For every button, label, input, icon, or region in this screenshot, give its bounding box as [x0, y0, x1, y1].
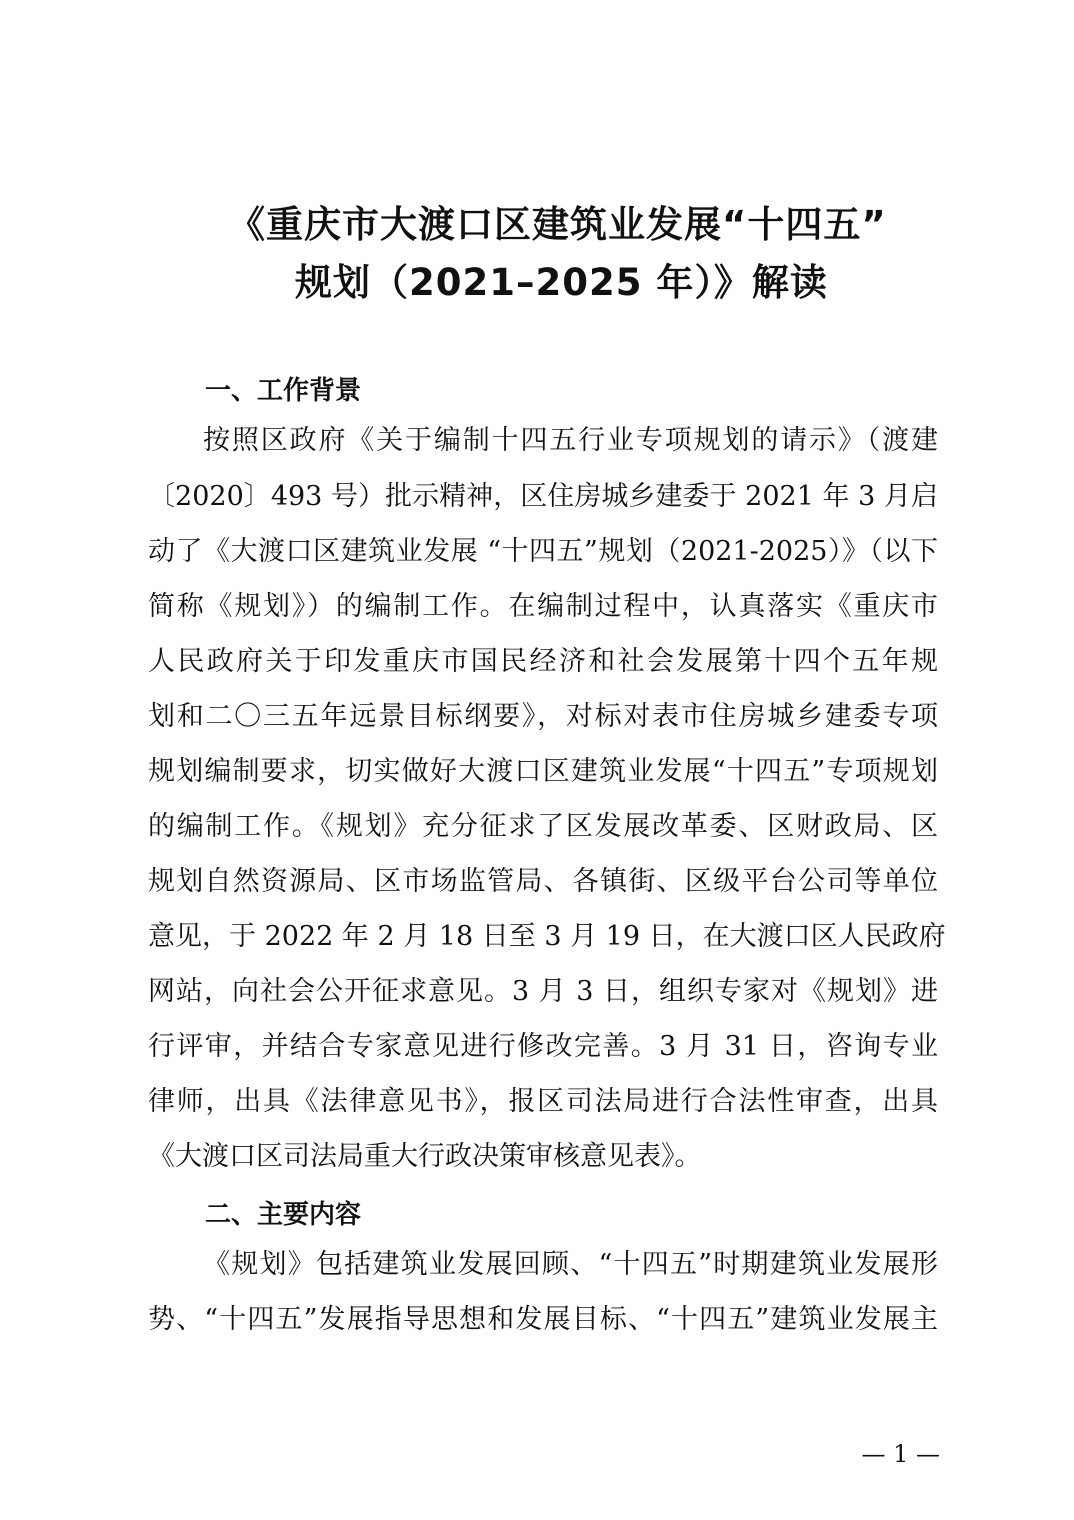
section-1-line-5: 人民政府关于印发重庆市国民经济和社会发展第十四个五年规	[148, 646, 938, 677]
section-2-line-1: 《规划》包括建筑业发展回顾、“十四五”时期建筑业发展形	[203, 1249, 938, 1280]
section-1-line-13: 律师，出具《法律意见书》，报区司法局进行合法性审查，出具	[148, 1086, 938, 1117]
section-1-heading: 一、工作背景	[205, 376, 362, 406]
section-2-heading: 二、主要内容	[205, 1200, 362, 1230]
section-1-line-12: 行评审，并结合专家意见进行修改完善。3 月 31 日，咨询专业	[148, 1031, 938, 1062]
document-title-line-1: 《重庆市大渡口区建筑业发展“十四五”	[228, 203, 887, 246]
section-1-line-11: 网站，向社会公开征求意见。3 月 3 日，组织专家对《规划》进	[148, 976, 938, 1007]
section-1-line-4: 简称《规划》）的编制工作。在编制过程中，认真落实《重庆市	[148, 591, 938, 622]
document-title-line-2: 规划（2021–2025 年）》解读	[295, 261, 828, 304]
section-1-line-9: 规划自然资源局、区市场监管局、各镇街、区级平台公司等单位	[148, 866, 938, 897]
section-2-line-2: 势、“十四五”发展指导思想和发展目标、“十四五”建筑业发展主	[148, 1304, 938, 1335]
section-1-line-14: 《大渡口区司法局重大行政决策审核意见表》。	[148, 1141, 702, 1172]
section-1-line-3: 动了《大渡口区建筑业发展 “十四五”规划（2021-2025）》（以下	[148, 536, 938, 567]
section-1-line-10: 意见，于 2022 年 2 月 18 日至 3 月 19 日，在大渡口区人民政府	[148, 921, 946, 952]
section-1-line-7: 规划编制要求，切实做好大渡口区建筑业发展“十四五”专项规划	[148, 756, 938, 787]
section-1-line-8: 的编制工作。《规划》充分征求了区发展改革委、区财政局、区	[148, 811, 938, 842]
section-1-line-2: 〔2020〕493 号）批示精神，区住房城乡建委于 2021 年 3 月启	[148, 481, 938, 512]
section-1-line-1: 按照区政府《关于编制十四五行业专项规划的请示》（渡建	[203, 425, 938, 456]
section-1-line-6: 划和二〇三五年远景目标纲要》，对标对表市住房城乡建委专项	[148, 701, 938, 732]
page-number: — 1 —	[861, 1440, 940, 1468]
